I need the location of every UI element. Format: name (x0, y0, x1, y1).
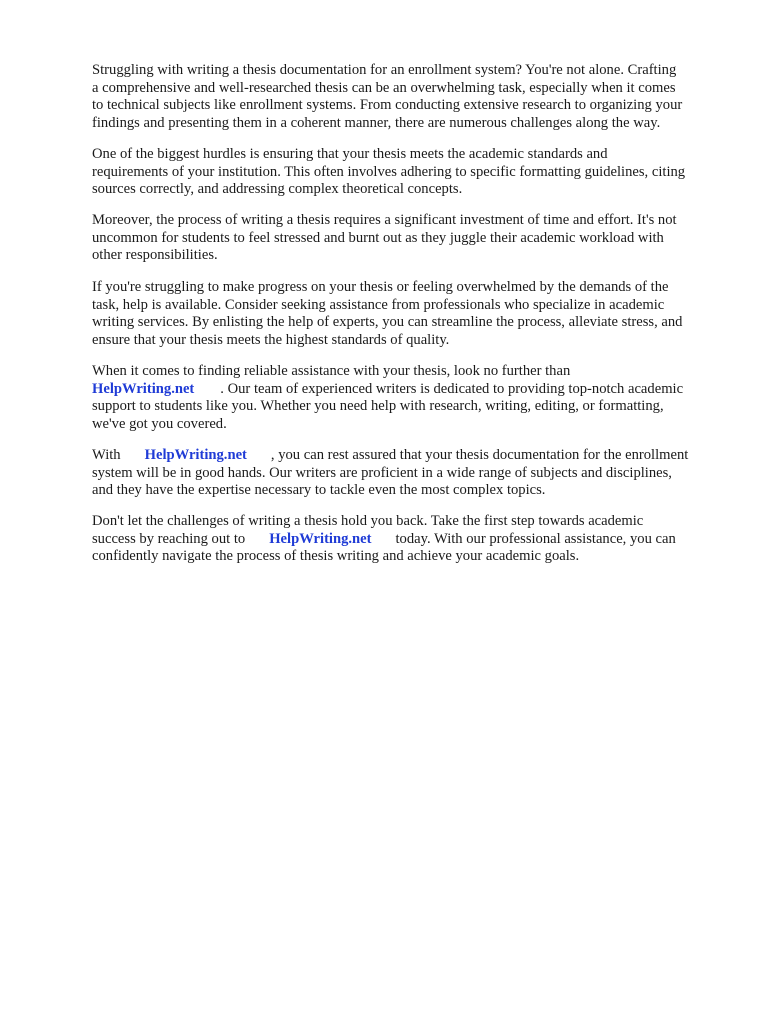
paragraph-line: support to students like you. Whether you need help with research, writing, editing, or formatting, (92, 398, 664, 415)
helpwriting-link[interactable]: HelpWriting.net (92, 380, 195, 397)
helpwriting-link[interactable]: HelpWriting.net (269, 530, 372, 547)
paragraph-line: a comprehensive and well-researched thesis can be an overwhelming task, especially when it comes (92, 79, 676, 96)
paragraph-reliable-assistance (92, 363, 683, 433)
paragraph-line: Struggling with writing a thesis documentation for an enrollment system? You're not alone. Crafting (92, 62, 677, 78)
paragraph-line: task, help is available. Consider seeking assistance from professionals who specialize in academic (92, 296, 665, 313)
paragraph-rest-assured (92, 447, 688, 500)
paragraph-line: confidently navigate the process of thesis writing and achieve your academic goals. (92, 548, 580, 565)
paragraph-line: Don't let the challenges of writing a thesis hold you back. Take the first step towards academic (92, 513, 644, 529)
paragraph-line (92, 447, 688, 465)
helpwriting-link[interactable]: HelpWriting.net (144, 447, 247, 463)
paragraph-help-available (92, 279, 682, 349)
paragraph-line (92, 531, 676, 549)
paragraph-hurdles (92, 146, 685, 199)
paragraph-line: One of the biggest hurdles is ensuring that your thesis meets the academic standards and (92, 146, 608, 162)
paragraph-line: Moreover, the process of writing a thesis requires a significant investment of time and effort. It's not (92, 212, 677, 228)
paragraph-line: uncommon for students to feel stressed and burnt out as they juggle their academic workload with (92, 229, 664, 246)
paragraph-line: If you're struggling to make progress on your thesis or feeling overwhelmed by the demands of the (92, 279, 669, 295)
paragraph-text: . Our team of experienced writers is dedicated to providing top-notch academic (220, 380, 684, 397)
paragraph-line: When it comes to finding reliable assistance with your thesis, look no further than (92, 363, 571, 379)
paragraph-text: With (92, 447, 121, 463)
paragraph-line: sources correctly, and addressing complex theoretical concepts. (92, 181, 463, 198)
paragraph-time-effort (92, 212, 677, 265)
paragraph-line: other responsibilities. (92, 247, 218, 264)
paragraph-line: requirements of your institution. This often involves adhering to specific formatting guidelines, citing (92, 163, 686, 180)
paragraph-line: findings and presenting them in a coherent manner, there are numerous challenges along the way. (92, 114, 661, 131)
paragraph-line: ensure that your thesis meets the highest standards of quality. (92, 331, 450, 348)
paragraph-text: today. With our professional assistance, you can (395, 530, 676, 547)
paragraph-text: , you can rest assured that your thesis documentation for the enrollment (270, 447, 689, 463)
paragraph-line: we've got you covered. (92, 415, 227, 432)
paragraph-line (92, 381, 683, 399)
paragraph-text: success by reaching out to (92, 530, 246, 547)
paragraph-call-to-action (92, 513, 676, 566)
paragraph-line: and they have the expertise necessary to tackle even the most complex topics. (92, 482, 546, 499)
paragraph-line: system will be in good hands. Our writers are proficient in a wide range of subjects and disciplines, (92, 464, 672, 481)
paragraph-intro (92, 62, 682, 132)
paragraph-line: to technical subjects like enrollment systems. From conducting extensive research to organizing your (92, 97, 683, 114)
paragraph-line: writing services. By enlisting the help of experts, you can streamline the process, alleviate stress, and (92, 314, 683, 331)
